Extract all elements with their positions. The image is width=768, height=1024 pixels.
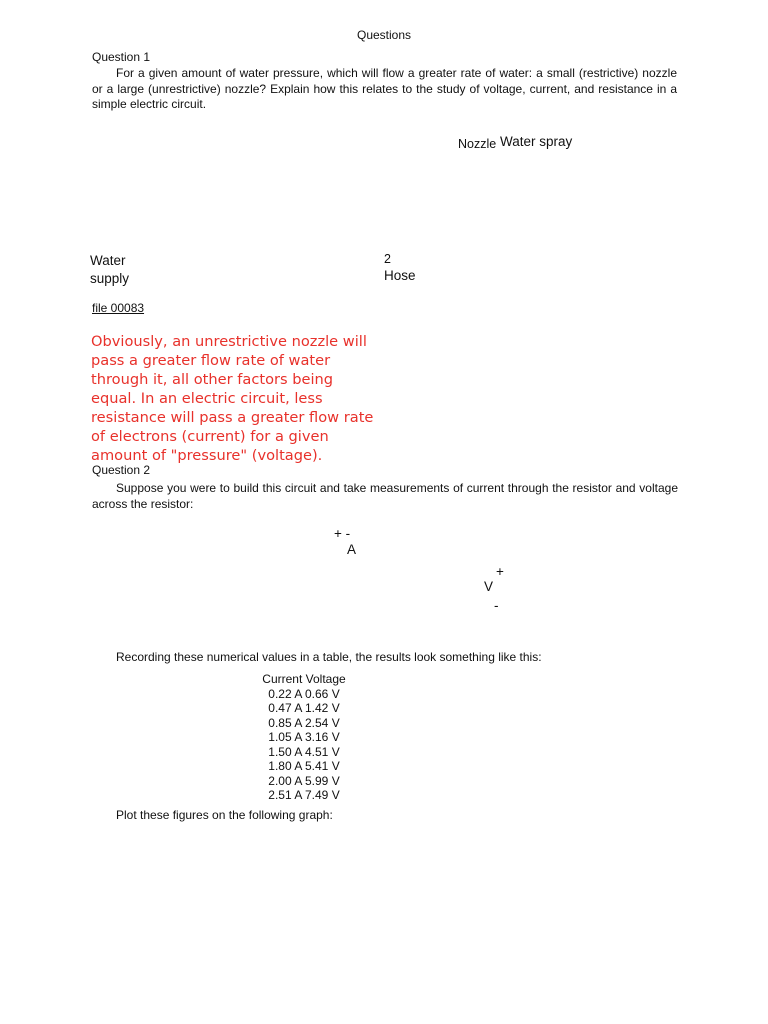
answer-line: of electrons (current) for a given bbox=[91, 428, 329, 445]
answer-line: resistance will pass a greater flow rate bbox=[91, 409, 374, 426]
question-2-heading: Question 2 bbox=[92, 463, 151, 477]
table-row: 1.80 A 5.41 V bbox=[268, 759, 340, 773]
measurement-table bbox=[248, 672, 360, 803]
table-row: 0.85 A 2.54 V bbox=[268, 715, 340, 730]
answer-line: equal. In an electric circuit, less bbox=[91, 390, 323, 407]
file-reference-link[interactable]: file 00083 bbox=[92, 301, 145, 315]
water-supply-label-line1: Water bbox=[90, 253, 126, 268]
table-row: 2.00 A 5.99 V bbox=[268, 773, 340, 788]
table-row: 0.22 A 0.66 V bbox=[268, 686, 340, 701]
answer-line: amount of "pressure" (voltage). bbox=[91, 447, 323, 464]
table-intro: Recording these numerical values in a table, the results look something like this: bbox=[116, 650, 542, 664]
page-title: Questions bbox=[357, 28, 412, 42]
question-1-heading: Question 1 bbox=[92, 50, 151, 64]
plot-instruction: Plot these figures on the following graph: bbox=[116, 808, 333, 822]
voltmeter-plus: + bbox=[496, 564, 504, 579]
table-row: 2.51 A 7.49 V bbox=[268, 788, 340, 802]
answer-line: pass a greater flow rate of water bbox=[91, 352, 331, 369]
water-spray-label: Water spray bbox=[500, 134, 573, 149]
table-row: 1.50 A 4.51 V bbox=[268, 744, 340, 759]
page-number: 2 bbox=[384, 252, 391, 266]
answer-line: through it, all other factors being bbox=[91, 371, 334, 388]
nozzle-label: Nozzle bbox=[458, 137, 497, 151]
question-1-text: For a given amount of water pressure, which will flow a greater rate of water: a small (restrictive) nozzle or a large (unrestrictive) nozzle? Explain how this relates to the study of voltage, current, and resistance in a simple electric circuit. bbox=[92, 66, 677, 111]
table-header: Current Voltage bbox=[262, 672, 346, 686]
table-row: 1.05 A 3.16 V bbox=[268, 730, 340, 744]
ammeter-label: A bbox=[347, 542, 357, 557]
voltmeter-minus: - bbox=[494, 598, 499, 613]
table-row: 0.47 A 1.42 V bbox=[268, 701, 340, 715]
answer-line: Obviously, an unrestrictive nozzle will bbox=[91, 333, 367, 350]
ammeter-polarity: + - bbox=[334, 526, 351, 541]
question-2-text: Suppose you were to build this circuit and take measurements of current through the resistor and voltage across the resistor: bbox=[92, 481, 678, 511]
voltmeter-label: V bbox=[484, 579, 494, 594]
hose-label: Hose bbox=[384, 268, 416, 283]
water-supply-label-line2: supply bbox=[90, 271, 130, 286]
